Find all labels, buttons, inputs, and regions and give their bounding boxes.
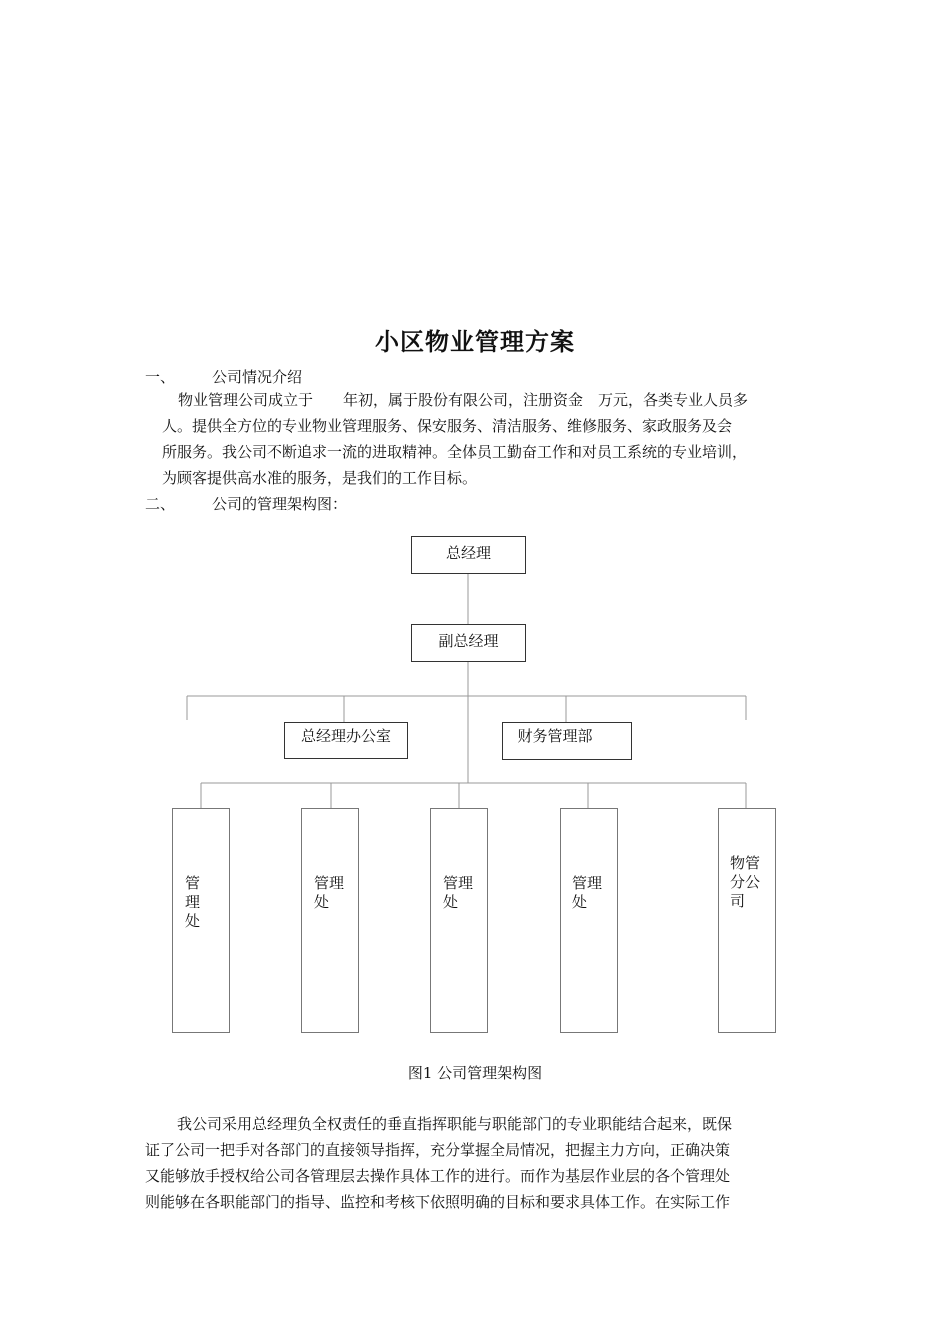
figure-caption: 图1 公司管理架构图 (407, 1064, 543, 1082)
org-unit-5-label: 物管 分公 司 (730, 854, 761, 910)
org-unit-2-label: 管理 处 (314, 874, 345, 911)
org-node-finance-dept (502, 722, 632, 760)
org-unit-4 (560, 808, 618, 1033)
body-line: 又能够放手授权给公司各管理层去操作具体工作的进行。而作为基层作业层的各个管理处 (145, 1167, 731, 1185)
document-title: 小区物业管理方案 (375, 327, 575, 356)
body-line: 人。提供全方位的专业物业管理服务、保安服务、清洁服务、维修服务、家政服务及会 (162, 417, 733, 435)
org-unit-3-label: 管理 处 (443, 874, 474, 911)
body-line: 物业管理公司成立于 年初，属于股份有限公司，注册资金 万元，各类专业人员多 (178, 391, 749, 409)
org-node-label: 总经理 (445, 544, 491, 562)
org-unit-4-label: 管理 处 (572, 874, 603, 911)
body-line: 我公司采用总经理负全权责任的垂直指挥职能与职能部门的专业职能结合起来，既保 (177, 1115, 733, 1133)
body-line: 则能够在各职能部门的指导、监控和考核下依照明确的目标和要求具体工作。在实际工作 (145, 1193, 731, 1211)
body-line: 所服务。我公司不断追求一流的进取精神。全体员工勤奋工作和对员工系统的专业培训， (162, 443, 748, 461)
section-1-title: 公司情况介绍 (212, 368, 303, 386)
org-unit-3 (430, 808, 488, 1033)
body-line: 为顾客提供高水准的服务，是我们的工作目标。 (162, 469, 478, 487)
section-2-title: 公司的管理架构图： (212, 495, 348, 513)
org-node-general-manager (411, 536, 526, 574)
org-unit-2 (301, 808, 359, 1033)
org-node-deputy-manager (411, 624, 526, 662)
org-node-label: 副总经理 (438, 632, 499, 650)
section-1-number: 一、 (145, 368, 176, 386)
org-node-label: 财务管理部 (517, 727, 593, 745)
org-unit-1 (172, 808, 230, 1033)
body-line: 证了公司一把手对各部门的直接领导指挥，充分掌握全局情况，把握主力方向，正确决策 (145, 1141, 731, 1159)
section-2-number: 二、 (145, 495, 176, 513)
org-unit-5 (718, 808, 776, 1033)
closing-body (145, 1111, 732, 1215)
org-node-label: 总经理办公室 (300, 727, 391, 745)
org-node-gm-office (284, 722, 408, 759)
org-unit-1-label: 管 理 处 (185, 874, 201, 930)
